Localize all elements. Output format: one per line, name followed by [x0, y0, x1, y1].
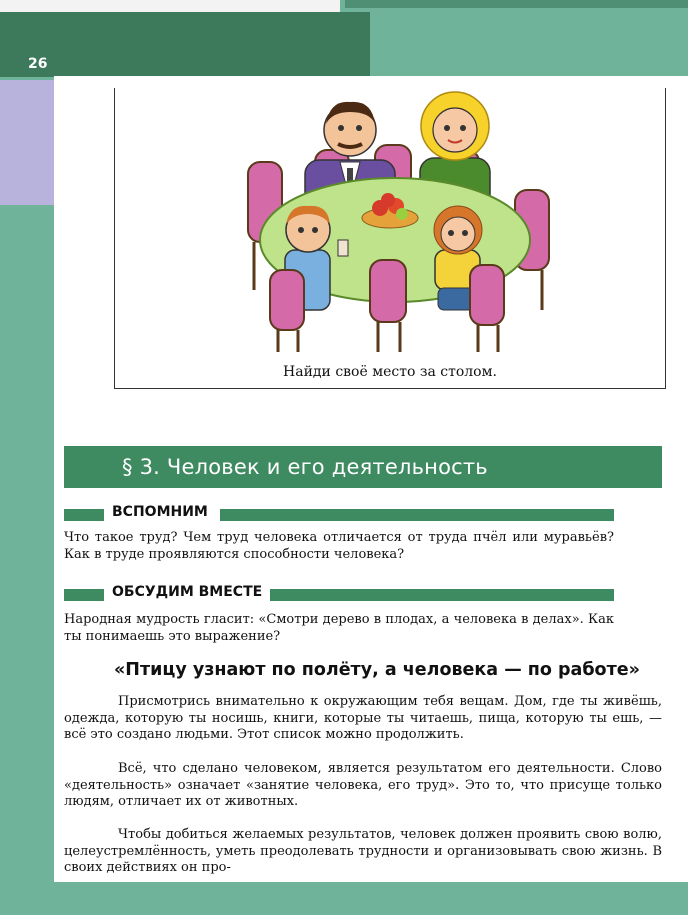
top-dark-strip: [345, 0, 688, 8]
label-bar-left: [64, 509, 104, 521]
discuss-label: ОБСУДИМ ВМЕСТЕ: [112, 584, 263, 600]
textbook-page: [54, 76, 688, 882]
paragraph-3: Чтобы добиться желаемых результатов, человек должен проявить свою волю, целеустремлённость, уметь преодолевать трудности и организовывать свою жизнь. В своих действиях он про-: [64, 827, 662, 875]
discuss-label-row: [64, 584, 614, 604]
header-band: [0, 12, 370, 77]
paragraph-1: Присмотрись внимательно к окружающим тебя вещам. Дом, где ты живёшь, одежда, которую ты носишь, книги, которые ты читаешь, пища, которую ты ешь, — всё это создано людьми. Этот список можно продолжить.: [64, 694, 662, 742]
recall-label-row: [64, 504, 614, 524]
lavender-block: [0, 80, 56, 205]
section-header-bar: [64, 446, 662, 488]
discuss-text: Народная мудрость гласит: «Смотри дерево в плодах, а человека в делах». Как ты понимаешь это выражение?: [64, 612, 614, 644]
figure-caption: Найди своё место за столом.: [283, 364, 497, 380]
top-strip: [0, 0, 340, 12]
section-title: § 3. Человек и его деятельность: [122, 455, 488, 479]
label-bar-right: [220, 509, 614, 521]
subheading: «Птицу узнают по полёту, а человека — по работе»: [114, 660, 640, 680]
page-number: 26: [28, 56, 48, 72]
paragraph-2: Всё, что сделано человеком, является результатом его деятельности. Слово «деятельность» означает «занятие человека, его труд». Это то, что присуще только людям, отличает их от животных.: [64, 761, 662, 809]
label-bar-left: [64, 589, 104, 601]
recall-label: ВСПОМНИМ: [112, 504, 208, 520]
family-at-table-illustration: [230, 90, 560, 355]
label-bar-right: [270, 589, 614, 601]
recall-text: Что такое труд? Чем труд человека отличается от труда пчёл или муравьёв? Как в труде проявляются способности человека?: [64, 530, 614, 562]
illustration-frame: [114, 88, 666, 389]
